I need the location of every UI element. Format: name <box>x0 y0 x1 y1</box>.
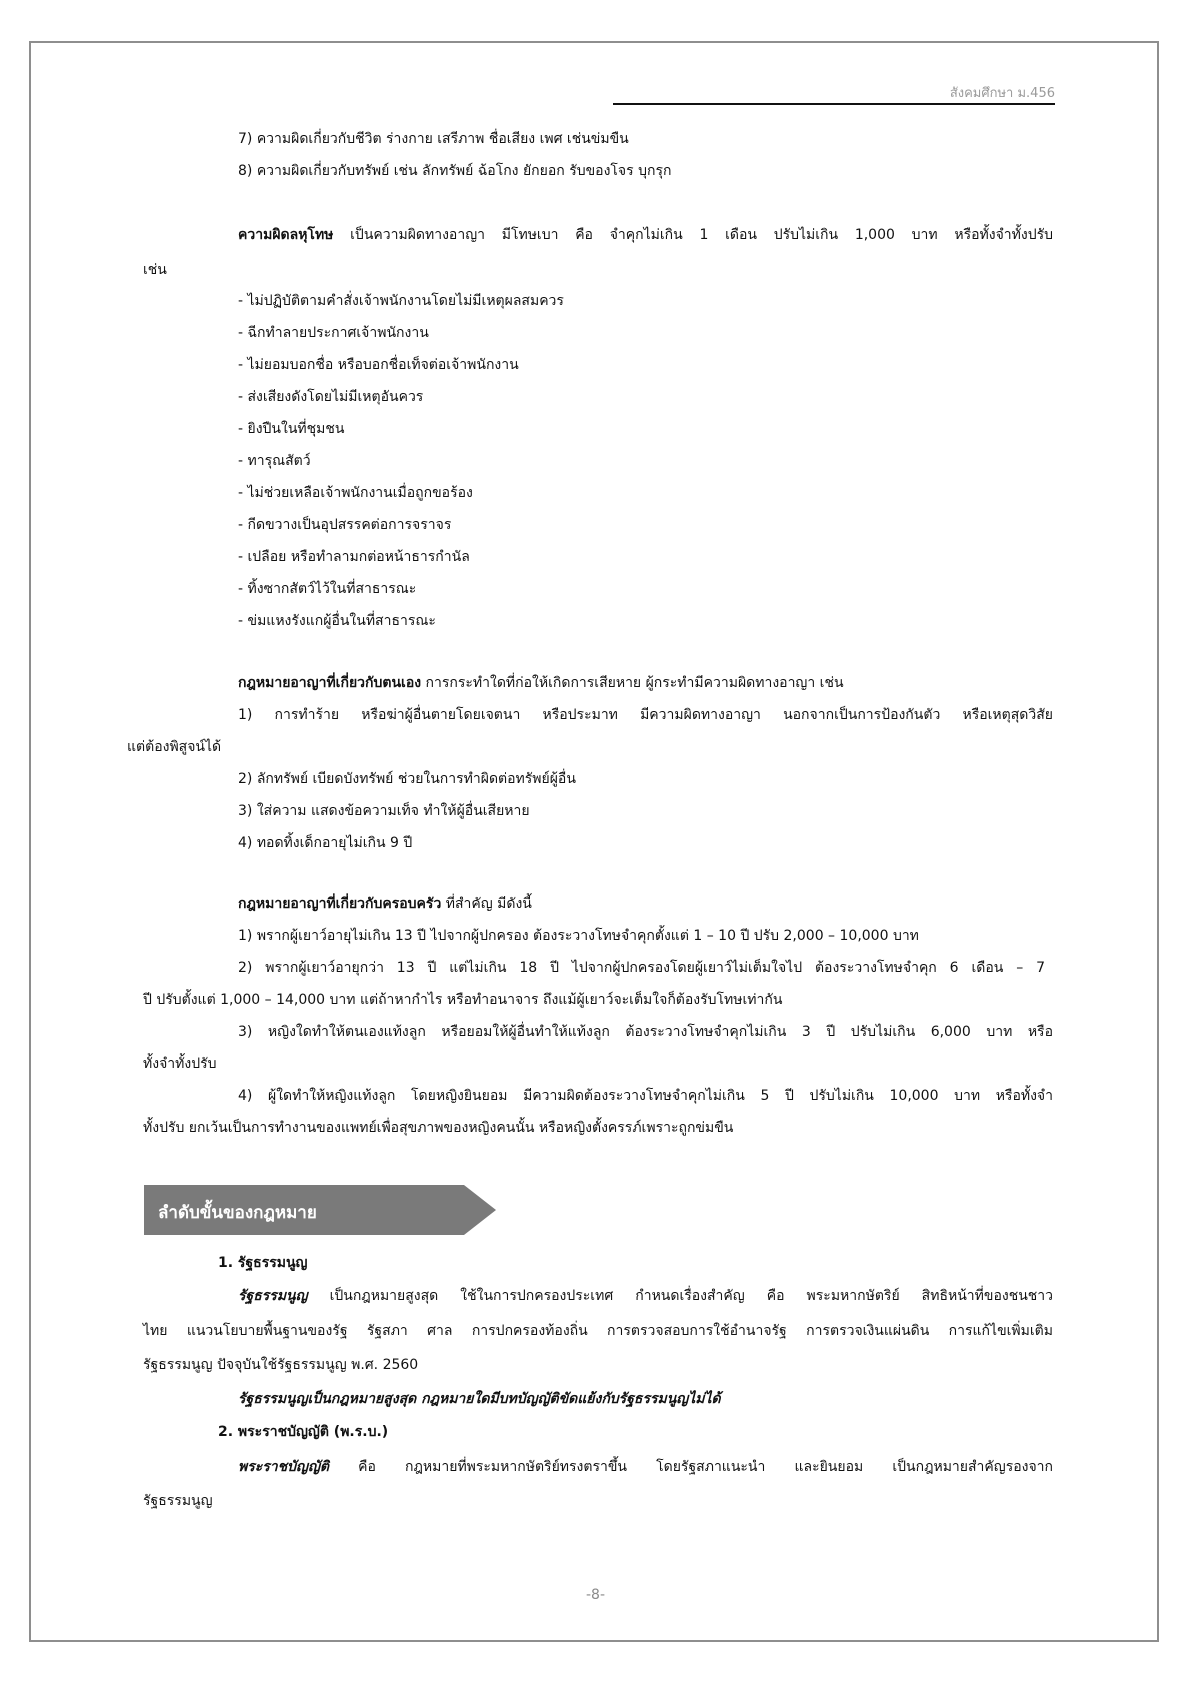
petty-item: - กีดขวางเป็นอุปสรรคต่อการจราจร <box>238 517 452 533</box>
offense-item-8: 8) ความผิดเกี่ยวกับทรัพย์ เช่น ลักทรัพย์ ฉ้อโกง ยักยอก รับของโจร บุกรุก <box>238 163 672 179</box>
self-law-item-3: 3) ใส่ความ แสดงข้อความเท็จ ทำให้ผู้อื่นเสียหาย <box>238 803 530 819</box>
family-law-item-3: 3) หญิงใดทำให้ตนเองแท้งลูก หรือยอมให้ผู้อื่นทำให้แท้งลูก ต้องระวางโทษจำคุกไม่เกิน 3 ปี ปรับไม่เกิน 6,000 บาท หรือ <box>238 1024 1053 1040</box>
petty-item: - ทิ้งซากสัตว์ไว้ในที่สาธารณะ <box>238 581 417 597</box>
family-law-item-2-cont: ปี ปรับตั้งแต่ 1,000 – 14,000 บาท แต่ถ้าหากำไร หรือทำอนาจาร ถึงแม้ผู้เยาว์จะเต็มใจก็ต้องรับโทษเท่ากัน <box>143 992 783 1008</box>
petty-item: - ข่มแหงรังแกผู้อื่นในที่สาธารณะ <box>238 613 436 629</box>
constitution-emphasis: รัฐธรรมนูญเป็นกฎหมายสูงสุด กฎหมายใดมีบทบัญญัติขัดแย้งกับรัฐธรรมนูญไม่ได้ <box>238 1391 721 1407</box>
petty-offense-cont: เช่น <box>143 262 167 278</box>
family-law-item-3-cont: ทั้งจำทั้งปรับ <box>143 1056 217 1072</box>
self-law-item-2: 2) ลักทรัพย์ เบียดบังทรัพย์ ช่วยในการทำผิดต่อทรัพย์ผู้อื่น <box>238 771 576 787</box>
family-law-text: ที่สำคัญ มีดังนี้ <box>441 896 532 912</box>
petty-item: - ไม่ยอมบอกชื่อ หรือบอกชื่อเท็จต่อเจ้าพนักงาน <box>238 357 519 373</box>
constitution-paragraph <box>238 1287 1053 1305</box>
family-law-item-4: 4) ผู้ใดทำให้หญิงแท้งลูก โดยหญิงยินยอม มีความผิดต้องระวางโทษจำคุกไม่เกิน 5 ปี ปรับไม่เกิน 10,000 บาท หรือทั้งจำ <box>238 1088 1053 1104</box>
page-number: -8- <box>585 1587 605 1603</box>
act-text: คือ กฎหมายที่พระมหากษัตริย์ทรงตราขึ้น โดยรัฐสภาแนะนำ และยินยอม เป็นกฎหมายสำคัญรองจาก <box>329 1459 1053 1475</box>
family-law-item-4-cont: ทั้งปรับ ยกเว้นเป็นการทำงานของแพทย์เพื่อสุขภาพของหญิงคนนั้น หรือหญิงตั้งครรภ์เพราะถูกข่มขืน <box>143 1120 734 1136</box>
petty-item: - เปลือย หรือทำลามกต่อหน้าธารกำนัล <box>238 549 470 565</box>
family-law-term: กฎหมายอาญาที่เกี่ยวกับครอบครัว <box>238 896 442 912</box>
constitution-term: รัฐธรรมนูญ <box>238 1288 308 1304</box>
petty-item: - ไม่ปฏิบัติตามคำสั่งเจ้าพนักงานโดยไม่มีเหตุผลสมควร <box>238 293 564 309</box>
self-law-text: การกระทำใดที่ก่อให้เกิดการเสียหาย ผู้กระทำมีความผิดทางอาญา เช่น <box>421 675 844 691</box>
family-law-paragraph <box>238 895 532 913</box>
act-term: พระราชบัญญัติ <box>238 1459 329 1475</box>
heading-act: 2. พระราชบัญญัติ (พ.ร.บ.) <box>218 1424 389 1440</box>
section-banner-title: ลำดับขั้นของกฎหมาย <box>158 1203 317 1223</box>
offense-item-7: 7) ความผิดเกี่ยวกับชีวิต ร่างกาย เสรีภาพ ชื่อเสียง เพศ เช่นข่มขืน <box>238 131 629 147</box>
petty-offense-paragraph <box>238 226 1053 244</box>
petty-item: - ทารุณสัตว์ <box>238 453 311 469</box>
constitution-text: เป็นกฎหมายสูงสุด ใช้ในการปกครองประเทศ กำหนดเรื่องสำคัญ คือ พระมหากษัตริย์ สิทธิหน้าที่ของชนชาว <box>307 1288 1053 1304</box>
family-law-item-1: 1) พรากผู้เยาว์อายุไม่เกิน 13 ปี ไปจากผู้ปกครอง ต้องระวางโทษจำคุกตั้งแต่ 1 – 10 ปี ปรับ 2,000 – 10,000 บาท <box>238 928 919 944</box>
petty-item: - ฉีกทำลายประกาศเจ้าพนักงาน <box>238 325 429 341</box>
running-header: สังคมศึกษา ม.456 <box>949 86 1055 101</box>
act-line-2: รัฐธรรมนูญ <box>143 1493 213 1509</box>
self-law-term: กฎหมายอาญาที่เกี่ยวกับตนเอง <box>238 675 422 691</box>
constitution-line-2: ไทย แนวนโยบายพื้นฐานของรัฐ รัฐสภา ศาล การปกครองท้องถิ่น การตรวจสอบการใช้อำนาจรัฐ การตรวจเงินแผ่นดิน การแก้ไขเพิ่มเติม <box>143 1323 1053 1339</box>
family-law-item-2: 2) พรากผู้เยาว์อายุกว่า 13 ปี แต่ไม่เกิน 18 ปี ไปจากผู้ปกครองโดยผู้เยาว์ไม่เต็มใจไป ต้องระวางโทษจำคุก 6 เดือน – 7 <box>238 960 1045 976</box>
section-banner <box>144 1185 496 1235</box>
act-paragraph <box>238 1458 1053 1476</box>
petty-item: - ไม่ช่วยเหลือเจ้าพนักงานเมื่อถูกขอร้อง <box>238 485 473 501</box>
self-law-paragraph <box>238 674 844 692</box>
petty-item: - ยิงปืนในที่ชุมชน <box>238 421 345 437</box>
heading-constitution: 1. รัฐธรรมนูญ <box>218 1255 308 1271</box>
self-law-item-1: 1) การทำร้าย หรือฆ่าผู้อื่นตายโดยเจตนา หรือประมาท มีความผิดทางอาญา นอกจากเป็นการป้องกันตัว หรือเหตุสุดวิสัย <box>238 707 1053 723</box>
header-rule <box>613 103 1055 105</box>
petty-offense-text: เป็นความผิดทางอาญา มีโทษเบา คือ จำคุกไม่เกิน 1 เดือน ปรับไม่เกิน 1,000 บาท หรือทั้งจำทั้งปรับ <box>333 227 1053 243</box>
constitution-line-3: รัฐธรรมนูญ ปัจจุบันใช้รัฐธรรมนูญ พ.ศ. 2560 <box>143 1357 419 1373</box>
self-law-item-1-cont: แต่ต้องพิสูจน์ได้ <box>127 739 222 755</box>
petty-item: - ส่งเสียงดังโดยไม่มีเหตุอันควร <box>238 389 424 405</box>
petty-offense-term: ความผิดลหุโทษ <box>238 227 334 243</box>
self-law-item-4: 4) ทอดทิ้งเด็กอายุไม่เกิน 9 ปี <box>238 835 413 851</box>
